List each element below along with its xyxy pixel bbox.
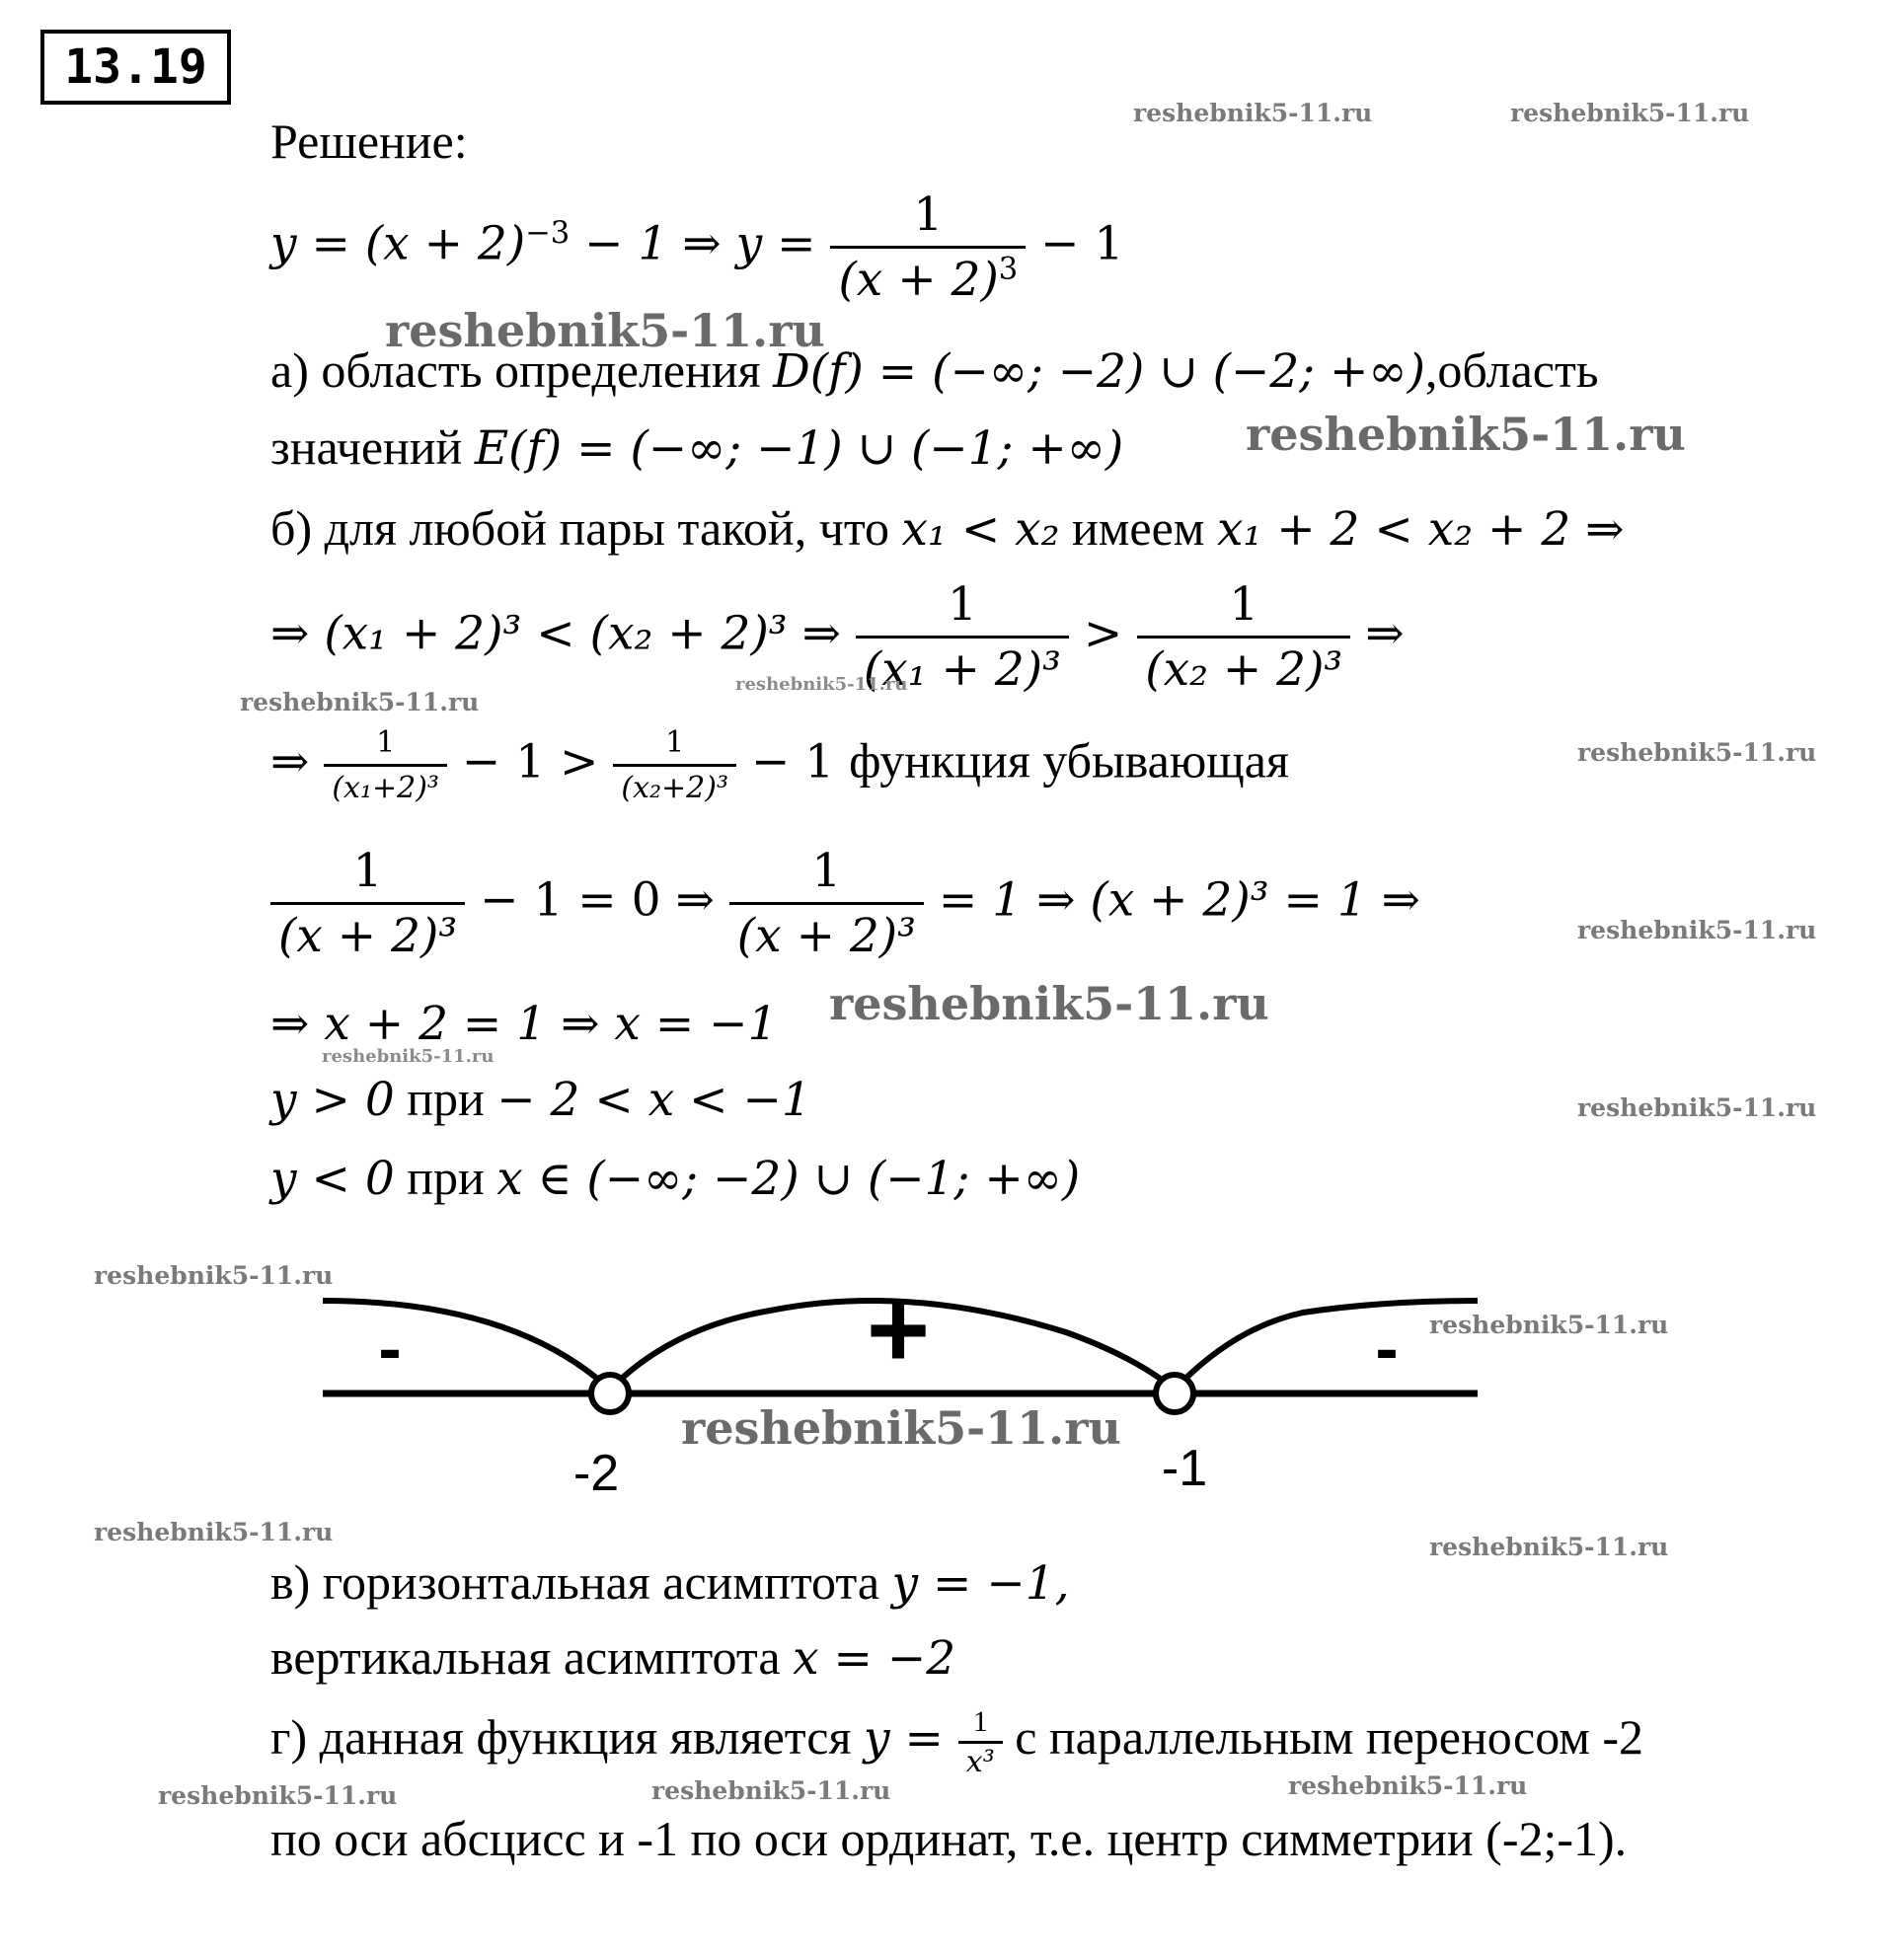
part-a-range-math: E(f) = (−∞; −1) ∪ (−1; +∞) bbox=[474, 421, 1124, 476]
part-b-positive bbox=[270, 1071, 811, 1127]
open-point-minus-1 bbox=[1156, 1375, 1193, 1412]
part-b-fraction-1-den: (x₁ + 2)³ bbox=[863, 642, 1061, 697]
formula-fraction bbox=[830, 188, 1026, 307]
part-b-small-fraction-1 bbox=[324, 725, 447, 805]
watermark: reshebnik5-11.ru bbox=[1133, 99, 1373, 127]
part-b-intro: б) для любой пары такой, что bbox=[270, 500, 902, 556]
part-b-small-fraction-1-num: 1 bbox=[324, 725, 447, 767]
part-b-small-fraction-2-den: (x₂+2)³ bbox=[621, 771, 728, 805]
formula-mid: − 1 ⇒ y = bbox=[570, 216, 831, 271]
part-g-intro: г) данная функция является bbox=[270, 1708, 864, 1765]
part-a-range-label: значений bbox=[270, 419, 475, 475]
main-formula bbox=[270, 188, 1123, 307]
problem-number-badge: 13.19 bbox=[40, 30, 231, 105]
formula-numerator: 1 bbox=[830, 188, 1026, 249]
part-a-domain-label: а) область определения bbox=[270, 342, 774, 398]
watermark: reshebnik5-11.ru bbox=[94, 1261, 334, 1290]
part-a-domain-math: D(f) = (−∞; −2) ∪ (−2; +∞) bbox=[773, 344, 1425, 399]
watermark: reshebnik5-11.ru bbox=[829, 977, 1269, 1030]
part-b-line-3-start: ⇒ bbox=[270, 734, 310, 790]
watermark: reshebnik5-11.ru bbox=[158, 1781, 398, 1810]
zero-eq-fraction-2-den: (x + 2)³ bbox=[736, 909, 916, 963]
part-b-fraction-2-den: (x₂ + 2)³ bbox=[1145, 642, 1343, 697]
part-b-fraction-1-num: 1 bbox=[856, 577, 1069, 639]
watermark: reshebnik5-11.ru bbox=[385, 304, 825, 357]
part-g-fraction-den: x³ bbox=[965, 1745, 995, 1779]
zero-eq-fraction-2-num: 1 bbox=[729, 844, 924, 905]
formula-tail: − 1 bbox=[1026, 216, 1124, 271]
formula-exponent: −3 bbox=[525, 215, 571, 251]
sign-middle-plus: + bbox=[866, 1273, 931, 1391]
watermark: reshebnik5-11.ru bbox=[1288, 1771, 1528, 1800]
zero-eq-fraction-1 bbox=[270, 844, 465, 963]
part-a-domain-tail: ,область bbox=[1424, 342, 1599, 398]
zero-eq-fraction-2 bbox=[729, 844, 924, 963]
positive-condition: y > 0 bbox=[270, 1073, 395, 1127]
part-b-implies: ⇒ bbox=[1365, 606, 1405, 661]
part-b-fraction-2 bbox=[1137, 577, 1350, 697]
part-b-gt: > bbox=[1083, 606, 1123, 661]
watermark: reshebnik5-11.ru bbox=[681, 1401, 1121, 1455]
point-label-minus-1: -1 bbox=[1161, 1440, 1208, 1497]
negative-range: x ∈ (−∞; −2) ∪ (−1; +∞) bbox=[496, 1152, 1081, 1206]
watermark: reshebnik5-11.ru bbox=[240, 688, 480, 716]
horizontal-asymptote-math: y = −1, bbox=[891, 1556, 1070, 1611]
watermark: reshebnik5-11.ru bbox=[1429, 1311, 1669, 1339]
watermark: reshebnik5-11.ru bbox=[735, 674, 908, 695]
sign-curve-left bbox=[323, 1301, 610, 1390]
part-v-line-2 bbox=[270, 1629, 956, 1686]
formula-denominator-exponent: 3 bbox=[998, 252, 1019, 287]
zero-eq-fraction-1-num: 1 bbox=[270, 844, 465, 905]
watermark: reshebnik5-11.ru bbox=[1577, 1093, 1817, 1122]
part-v-line-1 bbox=[270, 1554, 1070, 1611]
zero-eq-fraction-1-den: (x + 2)³ bbox=[278, 909, 458, 963]
formula-denominator: (x + 2) bbox=[838, 253, 999, 307]
open-point-minus-2 bbox=[591, 1375, 629, 1412]
watermark: reshebnik5-11.ru bbox=[1429, 1533, 1669, 1561]
formula-lhs: y = (x + 2) bbox=[270, 216, 526, 271]
watermark: reshebnik5-11.ru bbox=[94, 1518, 334, 1546]
watermark: reshebnik5-11.ru bbox=[1577, 916, 1817, 944]
positive-range: − 2 < x < −1 bbox=[496, 1073, 811, 1127]
part-b-inequality-1: x₁ < x₂ bbox=[901, 502, 1060, 557]
part-b-decreasing-text: функция убывающая bbox=[849, 732, 1289, 789]
watermark: reshebnik5-11.ru bbox=[1577, 738, 1817, 767]
part-b-small-fraction-2-num: 1 bbox=[613, 725, 736, 767]
part-b-line-3-end: − 1 bbox=[736, 734, 850, 790]
positive-at: при bbox=[394, 1071, 497, 1126]
point-label-minus-2: -2 bbox=[572, 1445, 620, 1502]
part-b-line-3-mid: − 1 > bbox=[446, 734, 614, 790]
part-g-fraction-num: 1 bbox=[958, 1707, 1003, 1744]
watermark: reshebnik5-11.ru bbox=[1510, 99, 1750, 127]
part-b-inequality-2: x₁ + 2 < x₂ + 2 ⇒ bbox=[1216, 502, 1625, 557]
vertical-asymptote-label: вертикальная асимптота bbox=[270, 1629, 794, 1685]
negative-condition: y < 0 bbox=[270, 1152, 395, 1206]
part-g-y-equals: y = bbox=[863, 1710, 958, 1766]
part-g-line-1 bbox=[270, 1707, 1643, 1777]
part-b-small-fraction-2 bbox=[613, 725, 736, 805]
watermark: reshebnik5-11.ru bbox=[322, 1046, 495, 1067]
part-b-line-1 bbox=[270, 500, 1625, 557]
sign-left-minus: - bbox=[378, 1310, 402, 1387]
part-b-fraction-2-num: 1 bbox=[1137, 577, 1350, 639]
sign-right-minus: - bbox=[1375, 1310, 1399, 1387]
part-b-zero-equation bbox=[270, 844, 1420, 963]
vertical-asymptote-math: x = −2 bbox=[793, 1631, 956, 1686]
horizontal-asymptote-label: в) горизонтальная асимптота bbox=[270, 1554, 892, 1610]
watermark: reshebnik5-11.ru bbox=[651, 1776, 891, 1805]
watermark: reshebnik5-11.ru bbox=[1246, 408, 1686, 461]
part-b-have: имеем bbox=[1059, 500, 1217, 556]
solution-heading: Решение: bbox=[270, 113, 468, 169]
part-a-line-2 bbox=[270, 419, 1124, 476]
part-b-small-fraction-1-den: (x₁+2)³ bbox=[332, 771, 439, 805]
part-b-negative bbox=[270, 1150, 1081, 1206]
zero-eq-end: = 1 ⇒ (x + 2)³ = 1 ⇒ bbox=[923, 872, 1421, 928]
part-b-cubes: ⇒ (x₁ + 2)³ < (x₂ + 2)³ ⇒ bbox=[270, 606, 841, 661]
part-b-root: ⇒ x + 2 = 1 ⇒ x = −1 bbox=[270, 997, 778, 1051]
part-g-shift: с параллельным переносом -2 bbox=[1002, 1708, 1644, 1765]
zero-eq-mid: − 1 = 0 ⇒ bbox=[465, 872, 729, 928]
negative-at: при bbox=[394, 1150, 497, 1205]
part-g-fraction bbox=[958, 1707, 1003, 1777]
part-g-line-2: по оси абсцисс и -1 по оси ординат, т.е. центр симметрии (-2;-1). bbox=[270, 1811, 1628, 1866]
part-b-line-3 bbox=[270, 725, 1289, 805]
